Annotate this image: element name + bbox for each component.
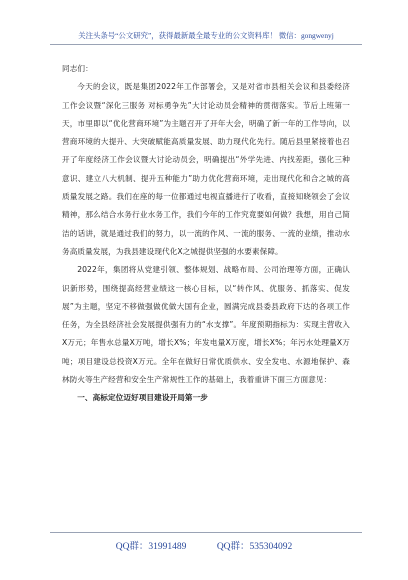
footer-divider [50,532,362,533]
paragraph-2: 2022年，集团将从党建引领、整体规划、战略布局、公司治理等方面，正确认识新形势，围绕提高经营业绩这一核心目标，以“转作风、优服务、抓落实、促发展”为主题，坚定不移做强做优做大国有企业，圆满完成县委县政府下达的各项工作任务，为全县经济社会发展提供强有力的“水支撑”。年度预期指标为：实现主营收入X万元；年售水总量X万吨，增长X%；年发电量X万度，增长X%；年污水处理量X万吨；项目建设总投资X万元。全年在做好日常优质供水、安全发电、水源地保护、森林防火等生产经营和安全生产常规性工作的基础上，我着重讲下面三方面意见： [62,265,350,385]
footer [0,538,408,552]
document-body [62,60,350,408]
section-heading: 一、高标定位迈好项目建设开局第一步 [77,393,208,403]
paragraph-1: 今天的会议，既是集团2022年工作部署会，又是对省市县相关会议和县委经济工作会议暨“深化三服务 对标勇争先”大讨论动员会精神的贯彻落实。节后上班第一天，市里即以“优化营商环境”为主题召开了开年大会，明确了新一年的工作导向，以营商环境的大提升、大突破赋能高质量发展、助力现代化先行。随后县里紧接着也召开了年度经济工作会议暨大讨论动员会，明确提出“外学先进、内找差距，强化三种意识、建立八大机制、提升五种能力”助力优化营商环境，走出现代化和合之城的高质量发展之路。我们在座的每一位都通过电视直播进行了收看，直接知晓领会了会议精神，那么结合水务行业水务工作，我们今年的工作究竟要如何做？我想，用自己简洁的话讲，就是通过我们的努力，以一流的作风、一流的服务、一流的业绩，推动水务高质量发展，为我县建设现代化X之城提供坚强的水要素保障。 [62,82,350,256]
salutation: 同志们： [62,64,93,73]
header-banner: 关注头条号“公文研究”，获得最新最全最专业的公文资料库！ 微信：gongwenyj [78,31,334,40]
footer-qq-group-1: QQ群：31991489 [115,542,187,552]
header-divider [50,44,362,45]
footer-qq-group-2: QQ群：535304092 [216,542,293,552]
